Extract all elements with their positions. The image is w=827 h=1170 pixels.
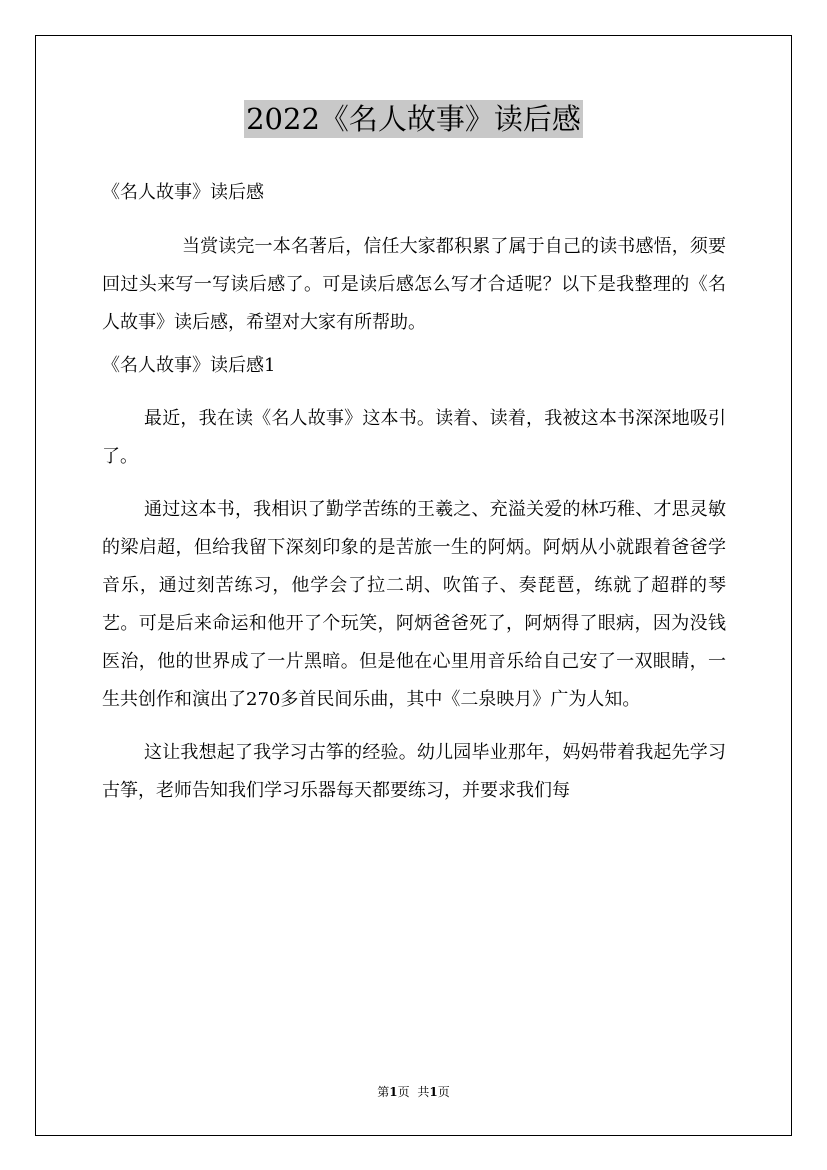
document-title: 2022《名人故事》读后感 [246, 102, 581, 136]
total-suffix: 页 [437, 1085, 450, 1099]
subheading: 《名人故事》读后感 [102, 182, 264, 203]
total-number: 1 [429, 1085, 438, 1099]
page-number: 1 [389, 1085, 398, 1099]
section-heading: 《名人故事》读后感1 [102, 355, 276, 376]
page-suffix: 页 [397, 1085, 410, 1099]
body-paragraph-3: 这让我想起了我学习古筝的经验。幼儿园毕业那年，妈妈带着我起先学习古筝，老师告知我们学习乐器每天都要练习，并要求我们每 [102, 742, 726, 801]
total-prefix: 共 [417, 1085, 430, 1099]
intro-paragraph: 当赏读完一本名著后，信任大家都积累了属于自己的读书感悟，须要回过头来写一写读后感了。可是读后感怎么写才合适呢？以下是我整理的《名人故事》读后感，希望对大家有所帮助。 [102, 236, 726, 333]
body-paragraph-1: 最近，我在读《名人故事》这本书。读着、读着，我被这本书深深地吸引了。 [102, 408, 726, 467]
title-container [0, 100, 827, 138]
body-paragraph-2: 通过这本书，我相识了勤学苦练的王羲之、充溢关爱的林巧稚、才思灵敏的梁启超，但给我留下深刻印象的是苦旅一生的阿炳。阿炳从小就跟着爸爸学音乐，通过刻苦练习，他学会了拉二胡、吹笛子、奏琵琶，练就了超群的琴艺。可是后来命运和他开了个玩笑，阿炳爸爸死了，阿炳得了眼病，因为没钱医治，他的世界成了一片黑暗。但是他在心里用音乐给自己安了一双眼睛，一生共创作和演出了270多首民间乐曲，其中《二泉映月》广为人知。 [102, 499, 726, 710]
page-prefix: 第 [377, 1085, 390, 1099]
document-body [102, 174, 726, 825]
page-footer [0, 1084, 827, 1100]
